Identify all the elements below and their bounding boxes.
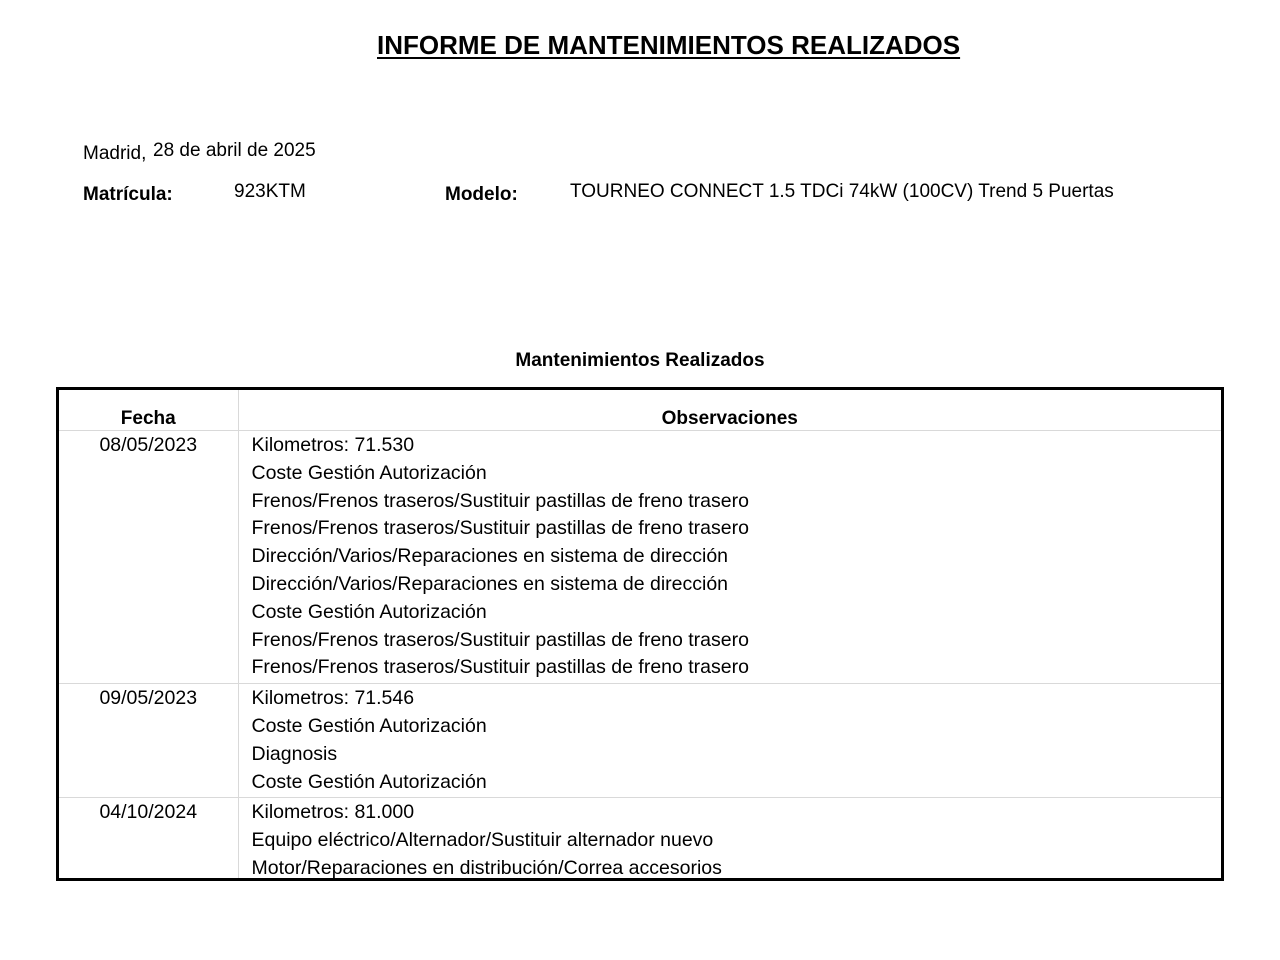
row-observations xyxy=(238,798,1221,881)
observation-line: Kilometros: 71.546 xyxy=(251,687,415,710)
observation-line: Frenos/Frenos traseros/Sustituir pastillas de freno trasero xyxy=(251,517,749,540)
table-row xyxy=(59,431,1221,684)
plate-label: Matrícula: xyxy=(83,184,173,205)
column-header-date: Fecha xyxy=(59,390,238,431)
table-row xyxy=(59,798,1221,881)
observation-line: Dirección/Varios/Reparaciones en sistema de dirección xyxy=(251,572,729,595)
observation-line: Frenos/Frenos traseros/Sustituir pastillas de freno trasero xyxy=(251,628,749,651)
observation-line: Frenos/Frenos traseros/Sustituir pastillas de freno trasero xyxy=(251,656,749,679)
observation-line: Frenos/Frenos traseros/Sustituir pastillas de freno trasero xyxy=(251,489,749,512)
model-label: Modelo: xyxy=(445,184,518,205)
row-observations xyxy=(238,684,1221,798)
observation-line: Motor/Reparaciones en distribución/Correa accesorios xyxy=(251,856,722,879)
place-text: Madrid, xyxy=(83,143,147,164)
row-date: 09/05/2023 xyxy=(59,684,238,798)
observation-line: Diagnosis xyxy=(251,742,338,765)
report-title: INFORME DE MANTENIMIENTOS REALIZADOS xyxy=(377,30,961,60)
observation-line: Coste Gestión Autorización xyxy=(251,461,487,484)
table-header-row xyxy=(59,390,1221,431)
observation-line: Kilometros: 71.530 xyxy=(251,434,415,456)
column-header-observations: Observaciones xyxy=(238,390,1221,431)
row-observations xyxy=(238,431,1221,684)
observation-line: Equipo eléctrico/Alternador/Sustituir alternador nuevo xyxy=(251,829,714,852)
observation-line: Coste Gestión Autorización xyxy=(251,714,487,737)
row-date: 04/10/2024 xyxy=(59,798,238,881)
table-row xyxy=(59,684,1221,798)
row-date: 08/05/2023 xyxy=(59,431,238,684)
maintenance-table xyxy=(56,387,1224,881)
observation-line: Coste Gestión Autorización xyxy=(251,770,487,793)
observation-line: Kilometros: 81.000 xyxy=(251,801,415,824)
plate-value: 923KTM xyxy=(234,181,306,202)
model-value: TOURNEO CONNECT 1.5 TDCi 74kW (100CV) Trend 5 Puertas xyxy=(570,181,1114,202)
report-date: 28 de abril de 2025 xyxy=(153,140,316,161)
section-title: Mantenimientos Realizados xyxy=(515,350,765,371)
observation-line: Coste Gestión Autorización xyxy=(251,600,487,623)
observation-line: Dirección/Varios/Reparaciones en sistema de dirección xyxy=(251,545,729,568)
